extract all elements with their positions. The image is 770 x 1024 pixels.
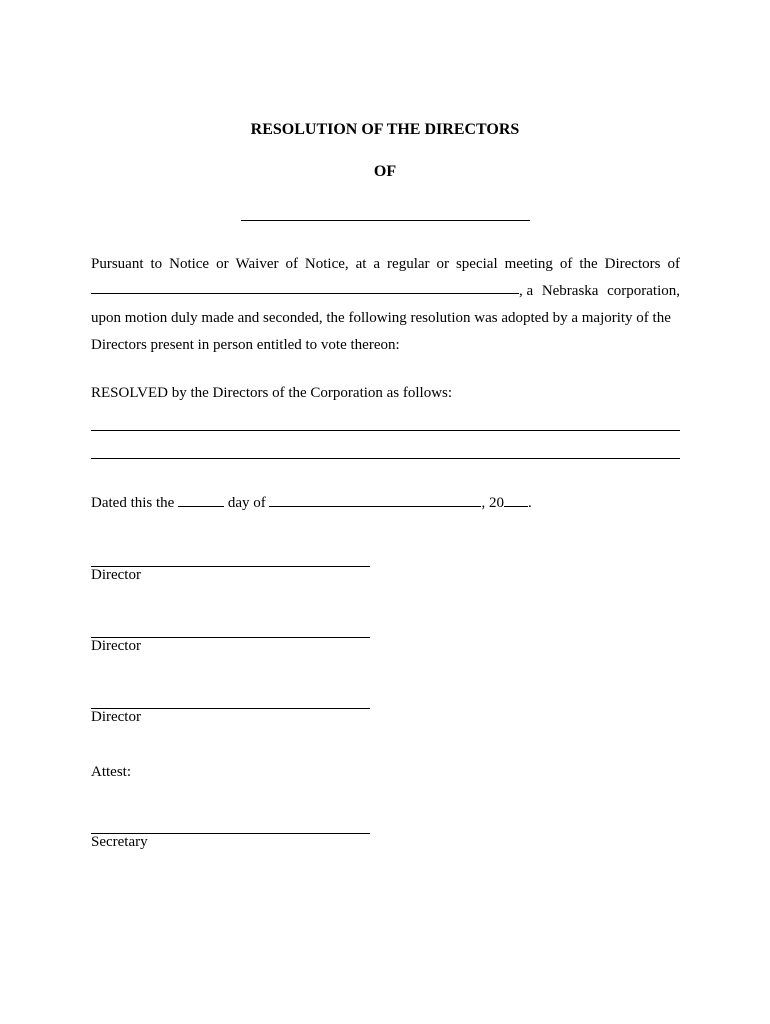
paragraph-word: Directors <box>604 256 661 272</box>
paragraph-line-1 <box>91 251 680 278</box>
paragraph-word: , a <box>519 283 534 299</box>
resolution-blank-line[interactable] <box>91 430 680 431</box>
director-label: Director <box>91 567 141 583</box>
meeting-paragraph <box>91 251 680 359</box>
paragraph-word: meeting <box>504 256 553 272</box>
paragraph-word: of <box>559 256 573 272</box>
paragraph-word: Pursuant <box>91 256 144 272</box>
paragraph-word: special <box>455 256 498 272</box>
dated-period: . <box>527 495 532 511</box>
paragraph-line-4: Directors present in person entitled to vote thereon: <box>91 337 400 353</box>
paragraph-word: Notice, <box>304 256 349 272</box>
resolved-text: RESOLVED by the Directors of the Corporation as follows: <box>91 385 453 401</box>
corporation-name-blank[interactable] <box>241 220 530 221</box>
paragraph-word: or <box>216 256 229 272</box>
day-blank[interactable] <box>178 492 224 507</box>
paragraph-word: a <box>373 256 381 272</box>
paragraph-word: Waiver <box>235 256 279 272</box>
corporation-blank[interactable] <box>91 278 519 294</box>
paragraph-word: Notice <box>169 256 210 272</box>
paragraph-line-3: upon motion duly made and seconded, the following resolution was adopted by a majority of the <box>91 310 671 326</box>
attest-label: Attest: <box>91 764 131 780</box>
of-label: OF <box>373 163 397 180</box>
resolution-blank-line[interactable] <box>91 458 680 459</box>
paragraph-word: at <box>355 256 367 272</box>
year-prefix: , 20 <box>481 495 504 511</box>
paragraph-word: or <box>436 256 449 272</box>
document-title: RESOLUTION OF THE DIRECTORS <box>250 121 520 138</box>
paragraph-word: the <box>579 256 598 272</box>
paragraph-word: Nebraska <box>541 283 599 299</box>
paragraph-word: to <box>150 256 163 272</box>
dated-line <box>91 492 532 512</box>
paragraph-word: corporation, <box>607 283 680 299</box>
paragraph-word: of <box>285 256 298 272</box>
dated-prefix: Dated this the <box>91 495 175 511</box>
paragraph-word: regular <box>387 256 430 272</box>
month-blank[interactable] <box>269 492 481 507</box>
day-of-text: day of <box>227 495 266 511</box>
secretary-label: Secretary <box>91 834 148 850</box>
paragraph-line-2 <box>91 278 680 305</box>
paragraph-word: of <box>667 256 680 272</box>
director-label: Director <box>91 638 141 654</box>
director-label: Director <box>91 709 141 725</box>
year-blank[interactable] <box>504 492 528 507</box>
